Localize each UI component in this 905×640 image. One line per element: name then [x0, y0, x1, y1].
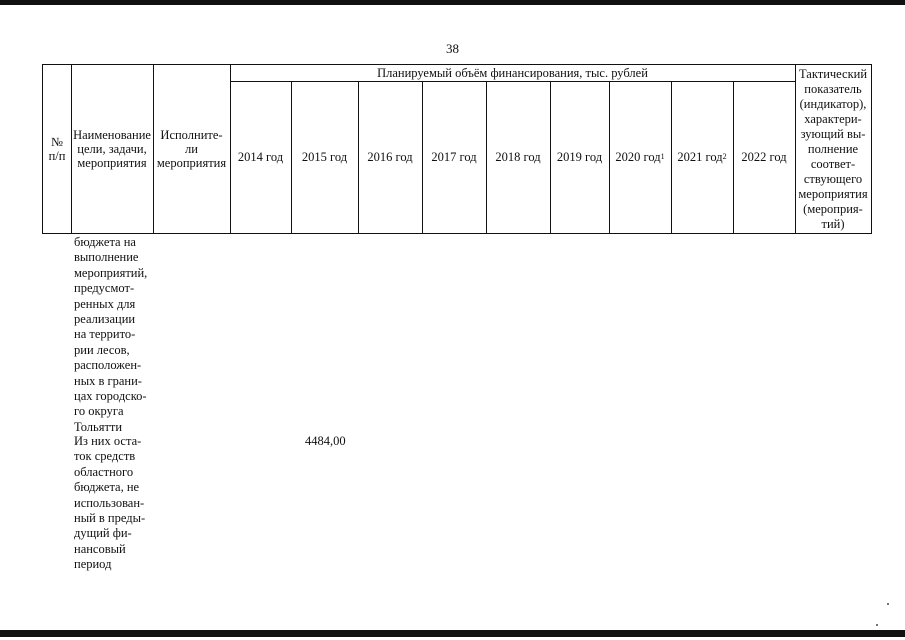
header-year-2018 [486, 81, 550, 233]
header-indicator: Тактический показатель (индикатор), характери- зующий вы- полнение соответ- ствующего мероприятия (мероприя- тий) [798, 66, 868, 231]
year-label: 2022 год [741, 150, 787, 164]
year-label: 2021 год [677, 150, 723, 164]
year-label: 2015 год [301, 150, 348, 164]
header-year-2019 [550, 81, 609, 233]
year-label: 2014 год [237, 150, 284, 164]
year-label: 2018 год [495, 150, 541, 164]
header-financing-title: Планируемый объём финансирования, тыс. рублей [377, 66, 648, 80]
year-label: 2017 год [431, 150, 477, 164]
scan-speck [876, 624, 878, 626]
top-border-bar [0, 0, 905, 5]
year-label: 2019 год [556, 150, 603, 164]
header-year-2017 [422, 81, 486, 233]
header-year-2020 [609, 81, 671, 233]
header-year-2015 [291, 81, 358, 233]
table-header [42, 64, 872, 234]
page-number: 38 [446, 41, 459, 56]
header-year-2021 [671, 81, 733, 233]
header-year-2014 [230, 81, 291, 233]
row-2-value-2015: 4484,00 [305, 434, 346, 448]
header-num: № п/п [48, 135, 66, 163]
header-year-2022 [733, 81, 795, 233]
year-label: 2020 год [615, 150, 661, 164]
row-1-name: бюджета на выполнение мероприятий, предусмот- ренных для реализации на террито- рии лесов, расположен- ных в грани- цах городско- го округа Тольятти [74, 235, 148, 434]
scan-speck [887, 603, 889, 605]
header-year-2016 [358, 81, 422, 233]
footnote-marker: 1 [660, 152, 665, 161]
row-2-name: Из них оста- ток средств областного бюджета, не использован- ный в преды- дущий фи- нансовый период [74, 434, 146, 572]
bottom-border-bar [0, 630, 905, 637]
year-label: 2016 год [367, 150, 413, 164]
header-executors: Исполните- ли мероприятия [156, 128, 227, 170]
footnote-marker: 2 [722, 152, 727, 161]
header-name: Наименование цели, задачи, мероприятия [73, 128, 151, 170]
